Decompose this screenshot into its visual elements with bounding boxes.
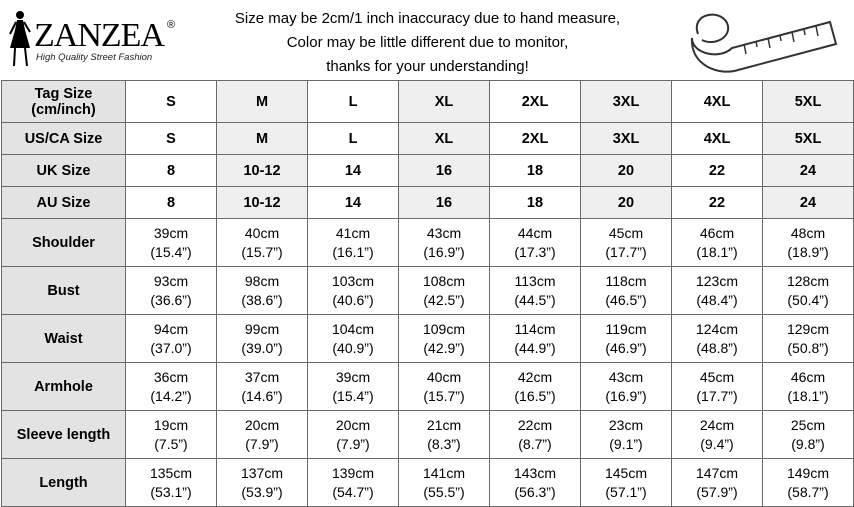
size-cell: 22 [672, 187, 763, 219]
measurement-row [2, 411, 854, 459]
inch-value: (9.1”) [609, 435, 643, 452]
brand-name: ZANZEA [34, 17, 164, 54]
size-cell: 2XL [490, 81, 581, 123]
cm-value: 137cm [240, 464, 284, 481]
measurement-cell [763, 363, 854, 411]
cm-value: 99cm [244, 320, 280, 337]
inch-value: (57.1”) [605, 483, 647, 500]
row-label: Sleeve length [2, 411, 126, 459]
size-cell: 18 [490, 187, 581, 219]
measurement-cell [490, 363, 581, 411]
measurement-cell [399, 459, 490, 507]
size-cell: 10-12 [217, 155, 308, 187]
cm-value: 40cm [426, 368, 462, 385]
inch-value: (17.7”) [696, 387, 738, 404]
cm-value: 123cm [695, 272, 739, 289]
cm-value: 149cm [786, 464, 830, 481]
dress-silhouette-icon [4, 8, 38, 72]
size-cell: L [308, 81, 399, 123]
cm-value: 23cm [608, 416, 644, 433]
size-row [2, 187, 854, 219]
size-chart-table [1, 80, 854, 507]
size-cell: XL [399, 81, 490, 123]
measurement-cell [581, 315, 672, 363]
notice-line: Size may be 2cm/1 inch inaccuracy due to hand measure, [234, 10, 621, 27]
size-cell: 18 [490, 155, 581, 187]
inch-value: (53.1”) [150, 483, 192, 500]
size-cell: 8 [126, 155, 217, 187]
measurement-cell [217, 459, 308, 507]
measurement-cell [308, 315, 399, 363]
measurement-cell [672, 363, 763, 411]
inch-value: (48.4”) [696, 291, 738, 308]
measurement-cell [217, 219, 308, 267]
size-cell: 4XL [672, 123, 763, 155]
inch-value: (42.9”) [423, 339, 465, 356]
inch-value: (9.8”) [791, 435, 825, 452]
inch-value: (46.9”) [605, 339, 647, 356]
cm-value: 45cm [699, 368, 735, 385]
size-cell: XL [399, 123, 490, 155]
cm-value: 93cm [153, 272, 189, 289]
size-cell: S [126, 123, 217, 155]
cm-value: 45cm [608, 224, 644, 241]
size-cell: 4XL [672, 81, 763, 123]
cm-value: 129cm [786, 320, 830, 337]
measurement-cell [672, 219, 763, 267]
measurement-cell [399, 267, 490, 315]
inch-value: (48.8”) [696, 339, 738, 356]
inch-value: (16.9”) [605, 387, 647, 404]
cm-value: 113cm [514, 272, 556, 289]
row-label: UK Size [2, 155, 126, 187]
measurement-cell [126, 219, 217, 267]
cm-value: 21cm [426, 416, 462, 433]
measurement-cell [308, 411, 399, 459]
measurement-cell [763, 267, 854, 315]
inch-value: (18.1”) [787, 387, 829, 404]
measurement-cell [490, 411, 581, 459]
cm-value: 145cm [604, 464, 648, 481]
size-row [2, 155, 854, 187]
cm-value: 43cm [426, 224, 462, 241]
inch-value: (15.4”) [150, 243, 192, 260]
inch-value: (39.0”) [241, 339, 283, 356]
cm-value: 19cm [153, 416, 189, 433]
measurement-cell [490, 219, 581, 267]
size-cell: L [308, 123, 399, 155]
measurement-cell [308, 459, 399, 507]
inch-value: (7.9”) [336, 435, 370, 452]
size-cell: 10-12 [217, 187, 308, 219]
row-label: Tag Size (cm/inch) [2, 81, 126, 123]
inch-value: (15.7”) [423, 387, 465, 404]
cm-value: 24cm [699, 416, 735, 433]
row-label: US/CA Size [2, 123, 126, 155]
inch-value: (15.7”) [241, 243, 283, 260]
measurement-row [2, 267, 854, 315]
cm-value: 25cm [790, 416, 826, 433]
cm-value: 103cm [331, 272, 375, 289]
inch-value: (15.4”) [332, 387, 374, 404]
measurement-cell [581, 363, 672, 411]
cm-value: 143cm [513, 464, 557, 481]
notice-line: Color may be little different due to monitor, [286, 34, 569, 51]
measurement-cell [126, 363, 217, 411]
measurement-cell [217, 411, 308, 459]
size-row [2, 81, 854, 123]
cm-value: 104cm [331, 320, 375, 337]
cm-value: 43cm [608, 368, 644, 385]
inch-value: (56.3”) [514, 483, 556, 500]
header [0, 0, 854, 80]
cm-value: 109cm [422, 320, 466, 337]
size-cell: 2XL [490, 123, 581, 155]
size-cell: 5XL [763, 81, 854, 123]
inch-value: (40.9”) [332, 339, 374, 356]
inch-value: (44.9”) [514, 339, 556, 356]
row-label: Length [2, 459, 126, 507]
registered-mark: ® [167, 19, 176, 31]
cm-value: 46cm [790, 368, 826, 385]
measurement-cell [581, 411, 672, 459]
size-cell: M [217, 81, 308, 123]
cm-value: 141cm [422, 464, 466, 481]
measurement-cell [308, 363, 399, 411]
inch-value: (50.4”) [787, 291, 829, 308]
inch-value: (14.6”) [241, 387, 283, 404]
measurement-cell [672, 459, 763, 507]
measurement-cell [399, 363, 490, 411]
inch-value: (16.1”) [332, 243, 374, 260]
measurement-cell [217, 267, 308, 315]
cm-value: 41cm [335, 224, 371, 241]
measurement-cell [581, 267, 672, 315]
size-cell: 22 [672, 155, 763, 187]
measurement-cell [763, 459, 854, 507]
measurement-cell [399, 315, 490, 363]
inch-value: (17.7”) [605, 243, 647, 260]
size-cell: 3XL [581, 123, 672, 155]
size-row [2, 123, 854, 155]
inch-value: (8.7”) [518, 435, 552, 452]
inch-value: (17.3”) [514, 243, 556, 260]
size-cell: 16 [399, 155, 490, 187]
inch-value: (38.6”) [241, 291, 283, 308]
inch-value: (16.9”) [423, 243, 465, 260]
inch-value: (7.5”) [154, 435, 188, 452]
inch-value: (36.6”) [150, 291, 192, 308]
measurement-cell [672, 411, 763, 459]
size-cell: 5XL [763, 123, 854, 155]
cm-value: 42cm [517, 368, 553, 385]
measurement-cell [399, 411, 490, 459]
size-cell: 14 [308, 187, 399, 219]
cm-value: 20cm [335, 416, 371, 433]
cm-value: 128cm [786, 272, 830, 289]
measurement-row [2, 315, 854, 363]
measurement-cell [126, 315, 217, 363]
row-label: Bust [2, 267, 126, 315]
cm-value: 98cm [244, 272, 280, 289]
row-label: Waist [2, 315, 126, 363]
measurement-cell [308, 267, 399, 315]
size-cell: 8 [126, 187, 217, 219]
size-cell: S [126, 81, 217, 123]
inch-value: (7.9”) [245, 435, 279, 452]
cm-value: 119cm [605, 320, 647, 337]
cm-value: 114cm [514, 320, 556, 337]
measurement-cell [490, 267, 581, 315]
inch-value: (50.8”) [787, 339, 829, 356]
inch-value: (42.5”) [423, 291, 465, 308]
measurement-cell [581, 219, 672, 267]
measurement-row [2, 219, 854, 267]
cm-value: 46cm [699, 224, 735, 241]
row-label: AU Size [2, 187, 126, 219]
measurement-cell [763, 219, 854, 267]
notice-line: thanks for your understanding! [326, 58, 529, 75]
cm-value: 135cm [149, 464, 193, 481]
cm-value: 124cm [695, 320, 739, 337]
measurement-cell [399, 219, 490, 267]
row-label: Armhole [2, 363, 126, 411]
measurement-cell [217, 363, 308, 411]
inch-value: (40.6”) [332, 291, 374, 308]
measurement-cell [126, 411, 217, 459]
cm-value: 37cm [244, 368, 280, 385]
inch-value: (57.9”) [696, 483, 738, 500]
size-cell: 20 [581, 187, 672, 219]
cm-value: 139cm [331, 464, 375, 481]
cm-value: 20cm [244, 416, 280, 433]
inch-value: (46.5”) [605, 291, 647, 308]
size-cell: 24 [763, 187, 854, 219]
cm-value: 40cm [244, 224, 280, 241]
size-cell: 20 [581, 155, 672, 187]
cm-value: 44cm [517, 224, 553, 241]
size-cell: M [217, 123, 308, 155]
inch-value: (54.7”) [332, 483, 374, 500]
cm-value: 108cm [422, 272, 466, 289]
measurement-cell [126, 267, 217, 315]
cm-value: 48cm [790, 224, 826, 241]
inch-value: (58.7”) [787, 483, 829, 500]
measurement-cell [672, 267, 763, 315]
measurement-cell [672, 315, 763, 363]
measurement-cell [217, 315, 308, 363]
inch-value: (53.9”) [241, 483, 283, 500]
measurement-cell [490, 459, 581, 507]
inch-value: (18.9”) [787, 243, 829, 260]
measurement-cell [308, 219, 399, 267]
inch-value: (9.4”) [700, 435, 734, 452]
measurement-cell [763, 315, 854, 363]
size-notice [200, 7, 655, 79]
cm-value: 39cm [335, 368, 371, 385]
size-cell: 14 [308, 155, 399, 187]
size-cell: 3XL [581, 81, 672, 123]
inch-value: (16.5”) [514, 387, 556, 404]
cm-value: 22cm [517, 416, 553, 433]
size-cell: 16 [399, 187, 490, 219]
inch-value: (55.5”) [423, 483, 465, 500]
size-cell: 24 [763, 155, 854, 187]
row-label: Shoulder [2, 219, 126, 267]
measuring-tape-icon [680, 4, 840, 76]
inch-value: (14.2”) [150, 387, 192, 404]
measurement-cell [581, 459, 672, 507]
measurement-row [2, 363, 854, 411]
inch-value: (37.0”) [150, 339, 192, 356]
inch-value: (18.1”) [696, 243, 738, 260]
inch-value: (8.3”) [427, 435, 461, 452]
brand-logo [4, 8, 184, 72]
inch-value: (44.5”) [514, 291, 556, 308]
cm-value: 94cm [153, 320, 189, 337]
measurement-cell [763, 411, 854, 459]
cm-value: 39cm [153, 224, 189, 241]
cm-value: 36cm [153, 368, 189, 385]
measurement-cell [126, 459, 217, 507]
cm-value: 118cm [605, 272, 647, 289]
brand-tagline: High Quality Street Fashion [36, 52, 153, 63]
measurement-row [2, 459, 854, 507]
measurement-cell [490, 315, 581, 363]
cm-value: 147cm [695, 464, 739, 481]
